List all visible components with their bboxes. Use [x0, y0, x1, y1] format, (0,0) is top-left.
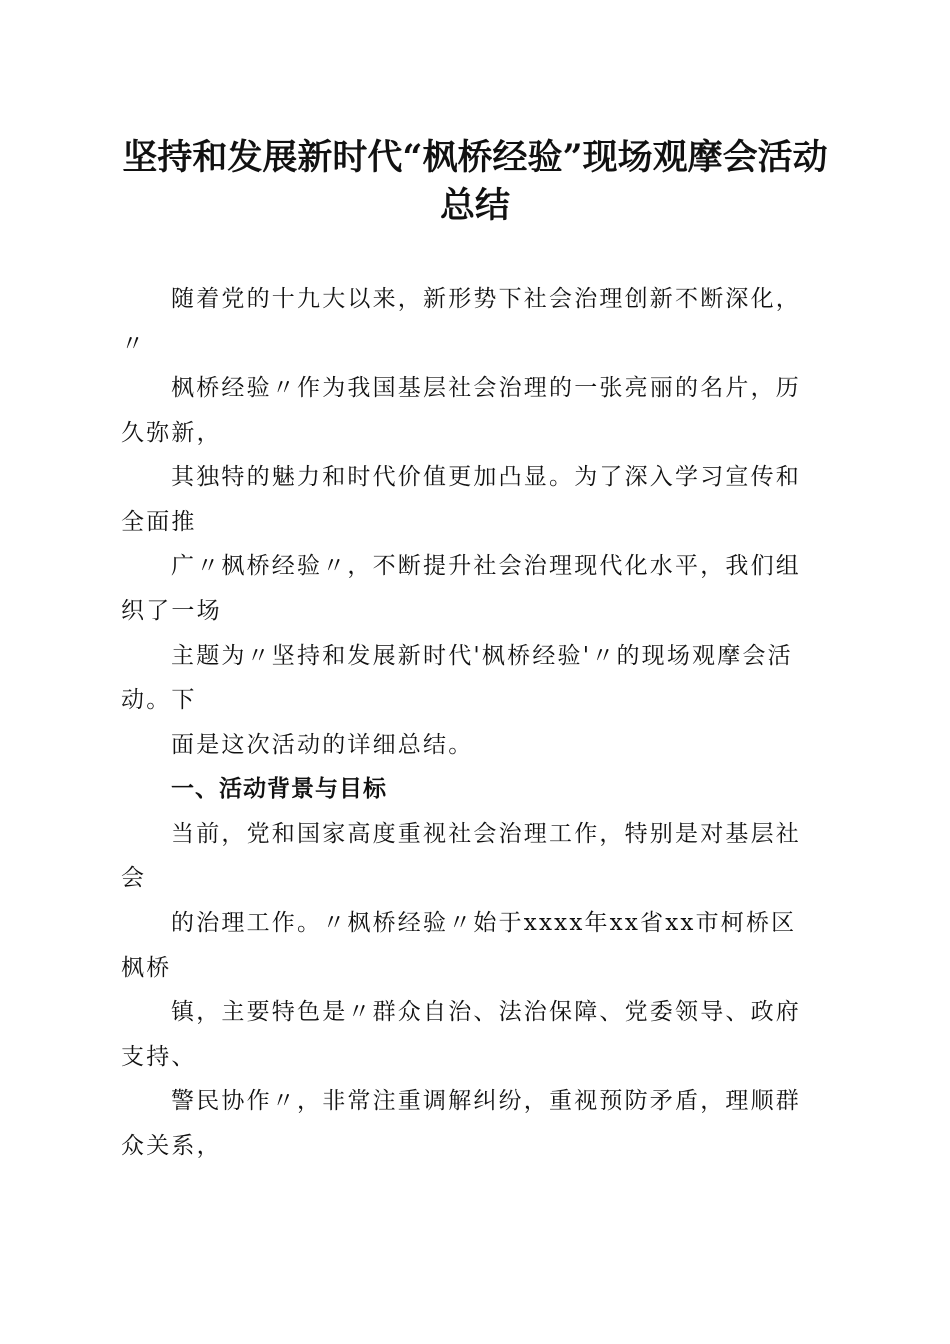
paragraph-line: 枫桥 [121, 955, 172, 981]
paragraph-line: 主题为〃坚持和发展新时代'枫桥经验'〃的现场观摩会活 [171, 643, 793, 669]
paragraph-line: 的治理工作。〃枫桥经验〃始于xxxx年xx省xx市柯桥区 [171, 910, 797, 936]
section-heading: 一、活动背景与目标 [171, 776, 387, 802]
paragraph-line: 镇，主要特色是〃群众自治、法治保障、党委领导、政府 [171, 999, 801, 1025]
paragraph-line: 全面推 [121, 509, 197, 535]
paragraph-line: 织了一场 [121, 598, 222, 624]
paragraph-line: 支持、 [121, 1044, 197, 1070]
paragraph-line: 久弥新， [121, 420, 222, 446]
paragraph-line: 动。下 [121, 687, 197, 713]
paragraph-line: 当前，党和国家高度重视社会治理工作，特别是对基层社 [171, 821, 801, 847]
paragraph-line: 随着党的十九大以来，新形势下社会治理创新不断深化， [171, 286, 801, 312]
paragraph-line: 广〃枫桥经验〃，不断提升社会治理现代化水平，我们组 [171, 553, 801, 579]
paragraph-line: 〃 [121, 331, 147, 357]
paragraph-line: 枫桥经验〃作为我国基层社会治理的一张亮丽的名片，历 [171, 375, 801, 401]
paragraph-line: 会 [121, 865, 147, 891]
paragraph-line: 众关系， [121, 1133, 222, 1159]
paragraph-line: 警民协作〃，非常注重调解纠纷，重视预防矛盾，理顺群 [171, 1088, 801, 1114]
paragraph-line: 其独特的魅力和时代价值更加凸显。为了深入学习宣传和 [171, 464, 801, 490]
document-title: 坚持和发展新时代“枫桥经验”现场观摩会活动总结 [122, 137, 828, 226]
paragraph-line: 面是这次活动的详细总结。 [171, 732, 474, 758]
